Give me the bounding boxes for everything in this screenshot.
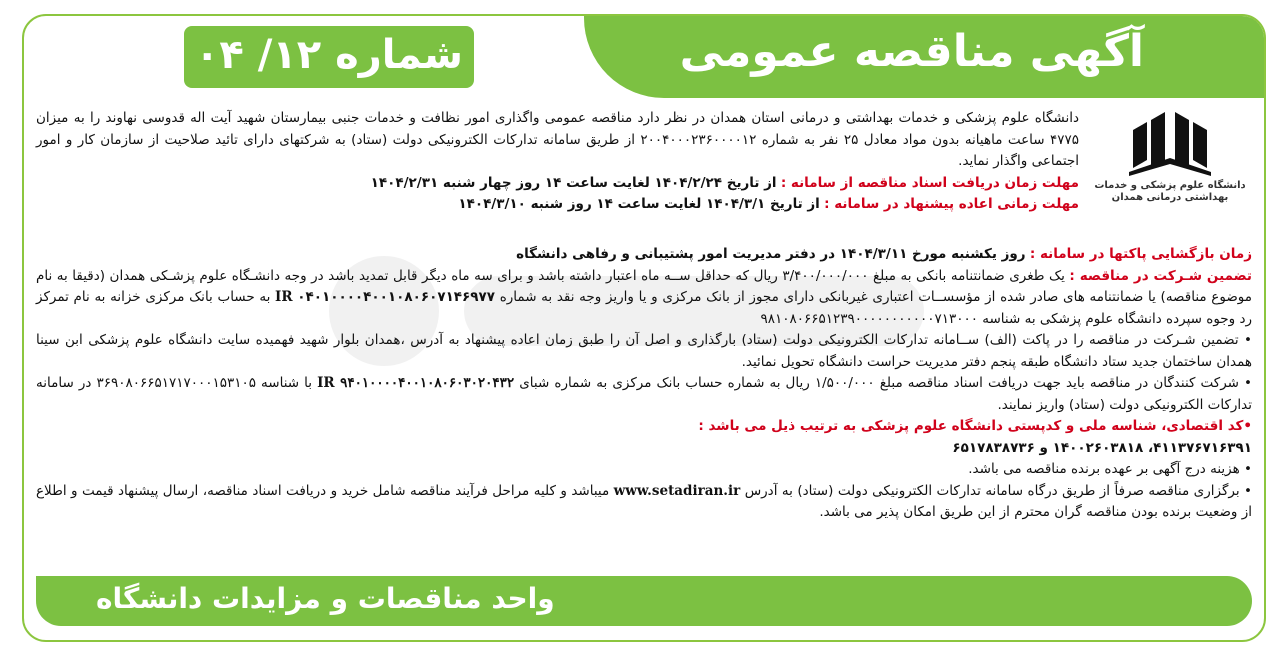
title-band — [584, 16, 1264, 98]
intro-paragraph: دانشگاه علوم پزشکی و خدمات بهداشتی و درمانی استان همدان در نظر دارد مناقصه عمومی واگذاری امور نظافت و خدمات جنبی بیمارستان شهید آیت اله قدوسی نهاوند را به میزان ۴۷۷۵ ساعت ماهیانه بدون مواد معادل ۲۵ نفر به شماره ۲۰۰۴۰۰۰۲۳۶۰۰۰۰۱۲ از طریق سامانه تدارکات الکترونیکی دولت (ستاد) به شرکتهای دارای تائید صلاحیت از سازمان کار و امور اجتماعی واگذار نماید. — [36, 110, 1079, 169]
offer-deadline-text: از تاریخ ۱۴۰۴/۳/۱ لغایت ساعت ۱۴ روز شنبه ۱۴۰۴/۳/۱۰ — [458, 196, 820, 212]
guarantee-text: یک طغری ضمانتنامه بانکی به مبلغ ۳/۴۰۰/۰۰۰/۰۰۰ ریال که حداقل ســه ماه اعتبار داشته باشد و برای سه ماه دیگر قابل تمدید باشد در وجه دانشـگاه علوم پزشـکی همدان (دقیقا به نام موضوع مناقصه) یا ضمانتنامه های صادر شده از مؤسســات اعتباری غیربانکی دارای مجوز از بانک مرکزی و یا واریز وجه نقد به شماره — [36, 267, 1252, 305]
docs-deadline-label: مهلت زمان دریافت اسناد مناقصه از سامانه : — [780, 174, 1079, 191]
footer-signature: واحد مناقصات و مزایدات دانشگاه — [96, 582, 555, 615]
guarantee-label: تضمین شـرکت در مناقصه : — [1069, 267, 1252, 284]
university-emblem-icon — [1125, 108, 1215, 178]
bullet-codes-label: •کد اقتصادی، شناسه ملی و کدپستی دانشگاه علوم پزشکی به ترتیب ذیل می باشد : — [698, 418, 1252, 434]
university-logo — [1090, 108, 1250, 218]
bullet-portal — [36, 481, 1252, 524]
opening-time-text: روز یکشنبه مورخ ۱۴۰۴/۳/۱۱ در دفتر مدیریت امور پشتیبانی و رفاهی دانشگاه — [516, 246, 1026, 262]
page-title: آگهی مناقصه عمومی — [679, 26, 1144, 77]
tender-number: شماره ۱۲/ ۰۴ — [195, 32, 463, 78]
bullet-portal-after: میباشد و کلیه مراحل فرآیند مناقصه شامل خرید و دریافت اسناد مناقصه، ارسال پیشنهاد قیمت و اطلاع از وضعیت برنده بودن مناقصه گران محترم از این طریق امکان پذیر می باشد. — [36, 482, 1252, 520]
offer-deadline-label: مهلت زمانی اعاده پیشنهاد در سامانه : — [824, 196, 1079, 212]
bullet-codes-values: ۴۱۱۳۷۶۷۱۶۳۹۱، ۱۴۰۰۲۶۰۳۸۱۸ و ۶۵۱۷۸۳۸۷۳۶ — [952, 439, 1252, 456]
bullet-payment — [36, 373, 1252, 416]
footer-band — [36, 576, 1252, 626]
setadiran-link[interactable]: www.setadiran.ir — [613, 482, 741, 499]
details-section — [36, 244, 1252, 524]
guarantee-paragraph — [36, 266, 1252, 331]
intro-section — [36, 108, 1079, 216]
guarantee-iban-prefix: IR — [275, 289, 293, 305]
opening-time-label: زمان بازگشایی پاکتها در سامانه : — [1029, 246, 1252, 262]
bullet-portal-text: • برگزاری مناقصه صرفاً از طریق درگاه سامانه تدارکات الکترونیکی دولت (ستاد) به آدرس — [744, 482, 1252, 499]
docs-deadline — [36, 173, 1079, 195]
guarantee-text-after: به حساب بانک مرکزی خزانه به نام تمرکز رد وجوه سپرده دانشگاه علوم پزشکی به شناسه ۹۸۱۰۸۰۶۶۵۱۲۳۹۰۰۰۰۰۰۰۰۰۰۰۷۱۳۰۰۰ — [36, 289, 1252, 327]
docs-deadline-text: از تاریخ ۱۴۰۴/۲/۲۴ لغایت ساعت ۱۴ روز چهار شنبه ۱۴۰۴/۲/۳۱ — [370, 174, 777, 191]
bullet-ad-cost: • هزینه درج آگهی بر عهده برنده مناقصه می باشد. — [968, 461, 1252, 477]
bullet-delivery: • تضمین شـرکت در مناقصه را در پاکت (الف) ســامانه تدارکات الکترونیکی دولت (ستاد) بارگذاری و اصل آن را طبق زمان اعاده پیشنهاد به آدرس ،همدان بلوار شهید فهمیده سایت دانشگاه علوم پزشکی ابن سینا همدان ساختمان جدید ستاد دانشگاه طبقه پنجم دفتر مدیریت حراست دانشگاه تحویل نمائید. — [36, 332, 1252, 370]
tender-number-badge — [184, 26, 474, 88]
opening-time — [36, 244, 1252, 266]
header — [24, 16, 1264, 98]
bullet-payment-iban: IR ۹۴۰۱۰۰۰۰۴۰۰۱۰۸۰۶۰۳۰۲۰۴۳۲ — [317, 375, 515, 391]
bullet-payment-after: با شناسه ۳۶۹۰۸۰۶۶۵۱۷۱۷۰۰۰۱۵۳۱۰۵ در سامانه تدارکات الکترونیکی دولت (ستاد) واریز نمایند. — [36, 375, 1252, 413]
guarantee-iban-number: ۰۴۰۱۰۰۰۰۴۰۰۱۰۸۰۶۰۷۱۴۶۹۷۷ — [297, 289, 496, 305]
advertisement-frame — [22, 14, 1266, 642]
bullet-payment-text: • شرکت کنندگان در مناقصه باید جهت دریافت اسناد مناقصه مبلغ ۱/۵۰۰/۰۰۰ ریال به شماره حساب بانک مرکزی به شماره شبای — [519, 375, 1252, 391]
logo-caption: دانشگاه علوم پزشکی و خدمات بهداشتی درمانی همدان — [1094, 180, 1246, 203]
offer-deadline — [36, 194, 1079, 216]
